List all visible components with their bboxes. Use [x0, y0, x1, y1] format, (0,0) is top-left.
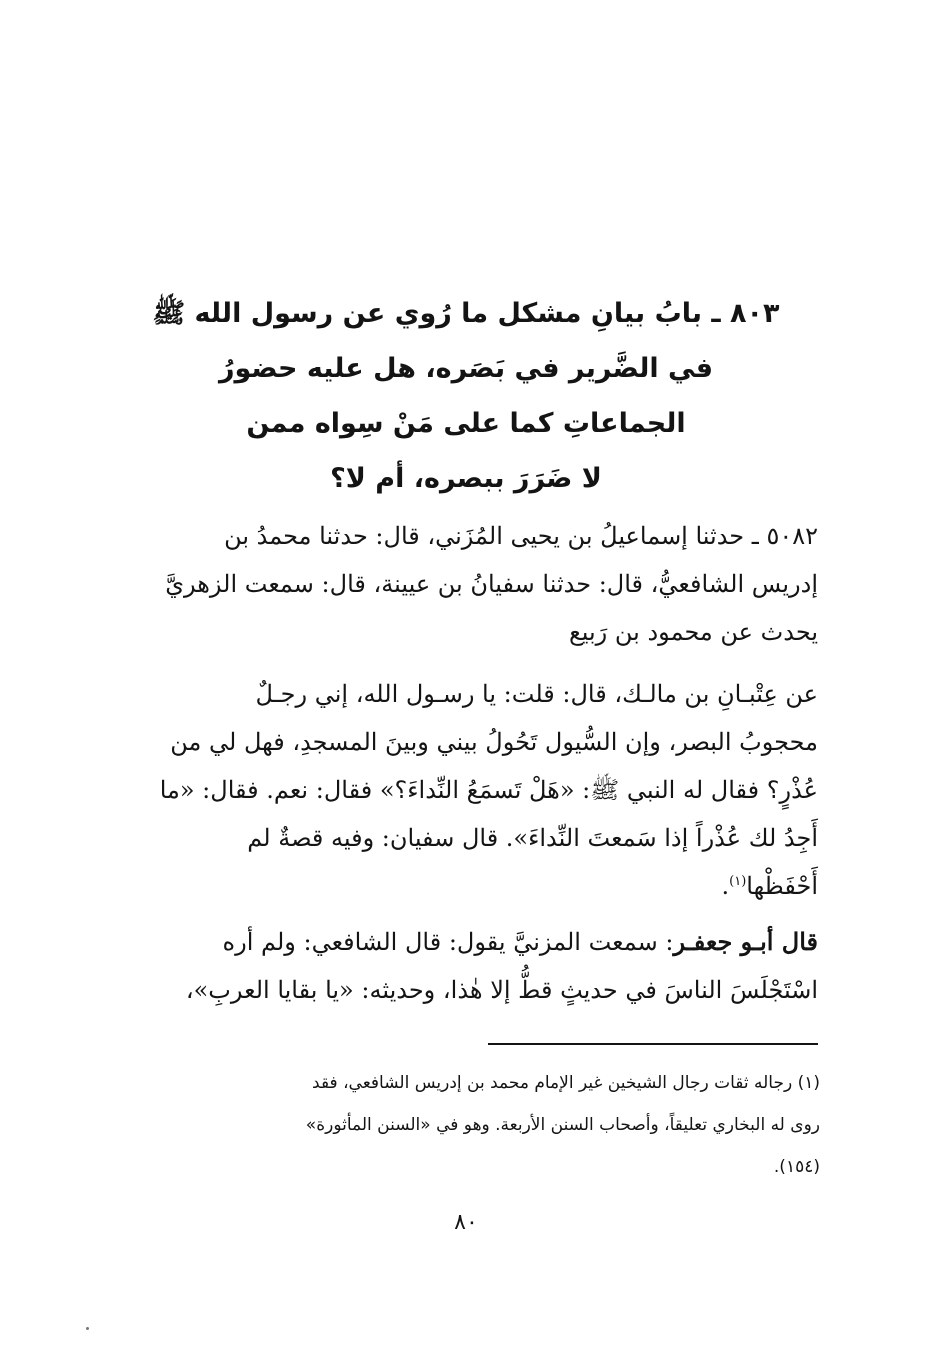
footnote-reference[interactable]: (١)	[729, 874, 747, 889]
text-line	[108, 918, 818, 966]
line-text: : سمعت المزنيَّ يقول: قال الشافعي: ولم أره	[222, 928, 674, 956]
page-number: ٨٠	[454, 1210, 478, 1235]
text-line: ٥٠٨٢ ـ حدثنا إسماعيلُ بن يحيى المُزَني، قال: حدثنا محمدُ بن	[224, 522, 818, 550]
heading-line: لا ضَرَرَ ببصره، أم لا؟	[330, 463, 602, 494]
hadith-chain-paragraph	[108, 512, 818, 656]
text-line: عُذْرٍ؟ فقال له النبي ﷺ: «هَلْ تَسمَعُ النِّداءَ؟» فقال: نعم. فقال: «ما	[159, 776, 818, 804]
footnote-line: (١) رجاله ثقات رجال الشيخين غير الإمام محمد بن إدريس الشافعي، فقد	[312, 1073, 820, 1093]
chapter-heading	[140, 286, 792, 506]
heading-line: ٨٠٣ ـ بابُ بيانِ مشكل ما رُوي عن رسول الله ﷺ	[152, 298, 780, 329]
footnote-separator	[488, 1043, 818, 1045]
footnote-line: (١٥٤).	[773, 1157, 820, 1177]
line-text: أَحْفَظْها	[746, 872, 818, 900]
text-line: يحدث عن محمود بن رَبيع	[568, 618, 818, 646]
text-line: أَجِدُ لك عُذْراً إذا سَمعتَ النِّداءَ». قال سفيان: وفيه قصةٌ لم	[247, 824, 818, 852]
text-line: اسْتَجْلَسَ الناسَ في حديثٍ قطُّ إلا هٰذا، وحديثه: «يا بقايا العربِ»،	[185, 976, 818, 1004]
scan-speck	[86, 1327, 89, 1330]
text-line: إدريس الشافعيُّ، قال: حدثنا سفيانُ بن عيينة، قال: سمعت الزهريَّ	[165, 570, 818, 598]
text-line	[108, 862, 818, 910]
heading-line: في الضَّرير في بَصَره، هل عليه حضورُ	[218, 353, 714, 384]
text-line: عن عِتْبـانِ بن مالـك، قال: قلت: يا رسـول الله، إني رجـلٌ	[255, 680, 818, 708]
commentary-paragraph	[108, 918, 818, 1014]
hadith-text-paragraph	[108, 670, 818, 910]
heading-line: الجماعاتِ كما على مَنْ سِواه ممن	[246, 408, 686, 439]
footnotes	[108, 1062, 820, 1188]
speaker-name: قال أبـو جعفـر	[673, 927, 818, 956]
line-end-punctuation: .	[721, 872, 730, 900]
footnote-line: روى له البخاري تعليقاً، وأصحاب السنن الأربعة. وهو في «السنن المأثورة»	[305, 1115, 820, 1135]
text-line: محجوبُ البصر، وإن السُّيول تَحُولُ بيني وبينَ المسجدِ، فهل لي من	[170, 728, 818, 756]
